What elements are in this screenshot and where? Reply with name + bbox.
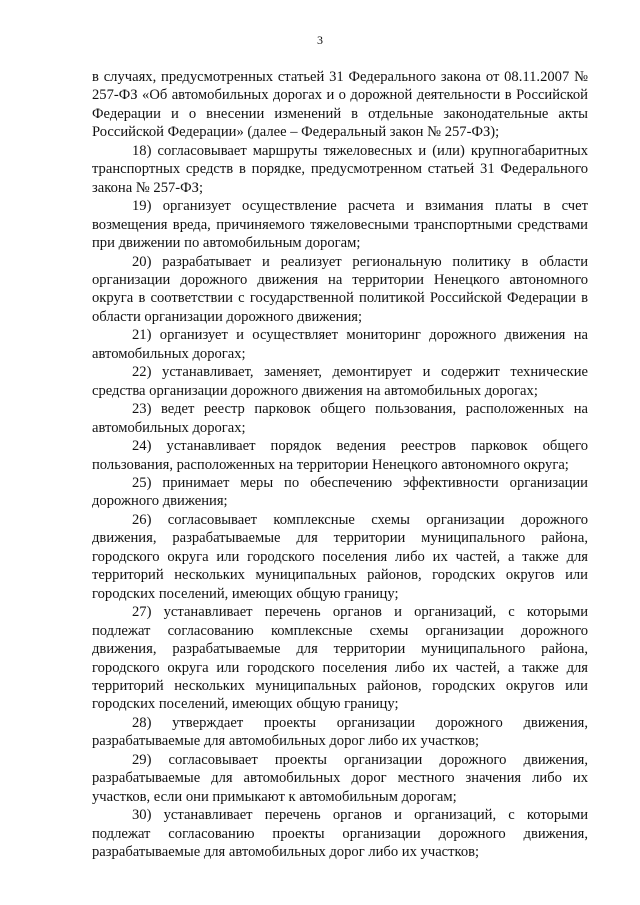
page-number: 3	[317, 33, 323, 47]
paragraph-item-30: 30) устанавливает перечень органов и организаций, с которыми подлежат согласованию проекты организации дорожного движения, разрабатываемые для автомобильных дорог либо их участков;	[92, 807, 588, 861]
paragraph-item-24: 24) устанавливает порядок ведения реестров парковок общего пользования, расположенных на территории Ненецкого автономного округа;	[92, 438, 588, 473]
paragraph-item-18: 18) согласовывает маршруты тяжеловесных и (или) крупногабаритных транспортных средств в порядке, предусмотренном статьей 31 Федерального закона № 257-ФЗ;	[92, 142, 588, 196]
paragraph-item-26: 26) согласовывает комплексные схемы организации дорожного движения, разрабатываемые для территории муниципального района, городского округа или городского поселения либо их частей, а также для территорий нескольких муниципальных районов, городских округов или городских поселений, имеющих общую границу;	[92, 511, 588, 602]
paragraph-item-28: 28) утверждает проекты организации дорожного движения, разрабатываемые для автомобильных дорог либо их участков;	[92, 714, 588, 750]
paragraph-item-25: 25) принимает меры по обеспечению эффективности организации дорожного движения;	[92, 474, 588, 510]
paragraph-item-29: 29) согласовывает проекты организации дорожного движения, разрабатываемые для автомобильных дорог местного значения либо их участков, если они примыкают к автомобильным дорогам;	[92, 751, 588, 805]
paragraph-item-19: 19) организует осуществление расчета и взимания платы в счет возмещения вреда, причиняемого тяжеловесными транспортными средствами при движении по автомобильным дорогам;	[92, 198, 588, 252]
paragraph-item-20: 20) разрабатывает и реализует региональную политику в области организации дорожного движения на территории Ненецкого автономного округа в соответствии с государственной политикой Российской Федерации в области организации дорожного движения;	[92, 253, 588, 325]
paragraph-item-23: 23) ведет реестр парковок общего пользования, расположенных на автомобильных дорогах;	[92, 401, 588, 436]
paragraph-item-27: 27) устанавливает перечень органов и организаций, с которыми подлежат согласованию комплексные схемы организации дорожного движения, разрабатываемые для территории муниципального района, городского округа или городского поселения либо их частей, а также для территорий нескольких муниципальных районов, городских округов или городских поселений, имеющих общую границу;	[92, 604, 588, 713]
paragraph-item-22: 22) устанавливает, заменяет, демонтирует и содержит технические средства организации дорожного движения на автомобильных дорогах;	[92, 364, 588, 399]
paragraph-continuation: в случаях, предусмотренных статьей 31 Федерального закона от 08.11.2007 № 257-ФЗ «Об автомобильных дорогах и о дорожной деятельности в Российской Федерации и о внесении изменений в отдельные законодательные акты Российской Федерации» (далее – Федеральный закон № 257-ФЗ);	[92, 69, 588, 141]
paragraph-item-21: 21) организует и осуществляет мониторинг дорожного движения на автомобильных дорогах;	[92, 327, 588, 362]
document-body	[92, 68, 588, 861]
